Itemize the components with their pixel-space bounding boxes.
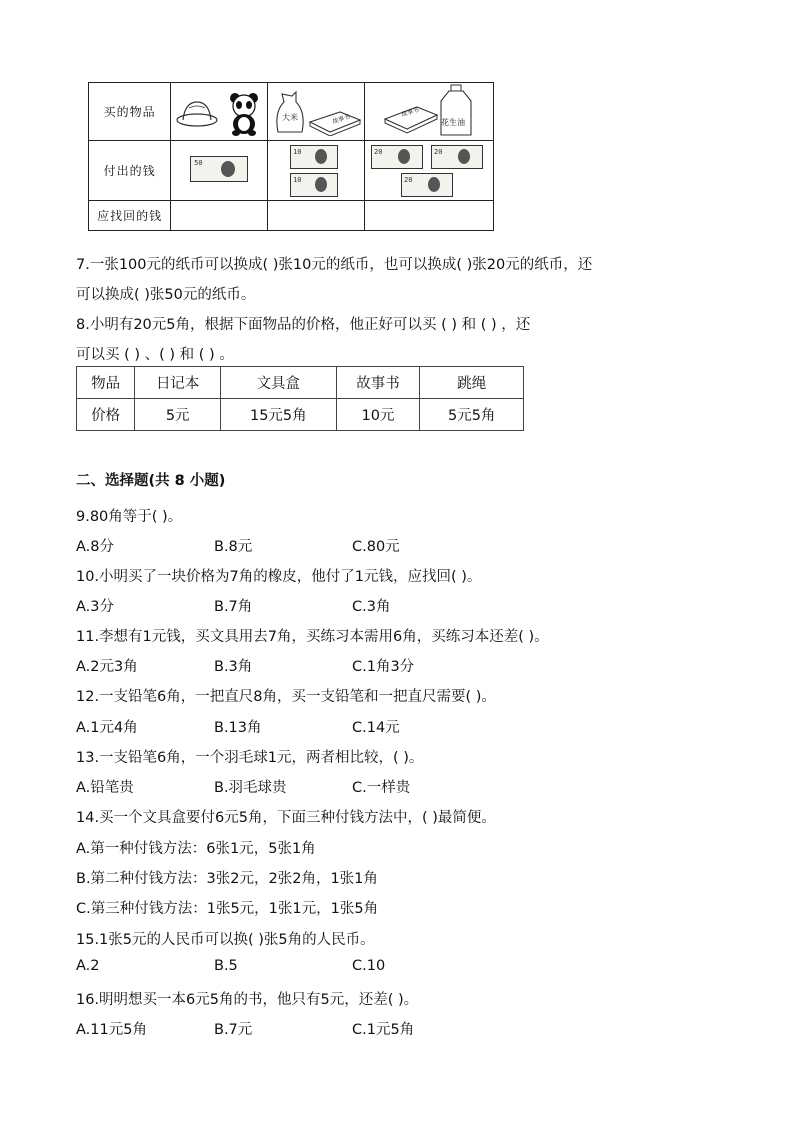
question-11: 11.李想有1元钱，买文具用去7角，买练习本需用6角，买练习本还差( )。 bbox=[76, 629, 549, 645]
q13-option-a[interactable]: A.铅笔贵 bbox=[76, 780, 134, 796]
price-header-storybook: 故事书 bbox=[336, 367, 420, 399]
q8-line1: 8.小明有20元5角，根据下面物品的价格，他正好可以买 ( ) 和 ( ) ，还 bbox=[76, 317, 531, 333]
q16-option-c[interactable]: C.1元5角 bbox=[352, 1022, 415, 1038]
price-jumprope: 5元5角 bbox=[420, 399, 524, 431]
price-header-item: 物品 bbox=[77, 367, 135, 399]
book-oil-icon bbox=[367, 83, 491, 137]
row-label-paid: 付出的钱 bbox=[89, 141, 171, 201]
q11-option-c[interactable]: C.1角3分 bbox=[352, 659, 415, 675]
rice-bag-book-icon bbox=[270, 84, 362, 136]
row-label-items: 买的物品 bbox=[89, 83, 171, 141]
q15-option-c[interactable]: C.10 bbox=[352, 958, 386, 974]
q9-option-a[interactable]: A.8分 bbox=[76, 539, 114, 555]
price-pencilbox: 15元5角 bbox=[221, 399, 336, 431]
q7-line2: 可以换成( )张50元的纸币。 bbox=[76, 287, 256, 303]
paid-col2 bbox=[268, 141, 365, 201]
question-15: 15.1张5元的人民币可以换( )张5角的人民币。 bbox=[76, 932, 375, 948]
question-10: 10.小明买了一块价格为7角的橡皮，他付了1元钱，应找回( )。 bbox=[76, 569, 482, 585]
q9-option-b[interactable]: B.8元 bbox=[214, 539, 253, 555]
price-header-jumprope: 跳绳 bbox=[420, 367, 524, 399]
rice-label: 大米 bbox=[282, 113, 299, 122]
change-cell-2[interactable] bbox=[268, 201, 365, 231]
shopping-table bbox=[88, 82, 494, 231]
q16-option-a[interactable]: A.11元5角 bbox=[76, 1022, 147, 1038]
q12-option-a[interactable]: A.1元4角 bbox=[76, 720, 138, 736]
question-9: 9.80角等于( )。 bbox=[76, 509, 183, 525]
q14-option-b[interactable]: B.第二种付钱方法：3张2元，2张2角，1张1角 bbox=[76, 871, 378, 887]
q9-option-c[interactable]: C.80元 bbox=[352, 539, 400, 555]
q7-line1: 7.一张100元的纸币可以换成( )张10元的纸币，也可以换成( )张20元的纸币，还 bbox=[76, 257, 593, 273]
q11-option-a[interactable]: A.2元3角 bbox=[76, 659, 138, 675]
items-book-oil bbox=[365, 83, 494, 141]
q13-option-b[interactable]: B.羽毛球贵 bbox=[214, 780, 287, 796]
banknote-icon: 20 bbox=[371, 145, 423, 169]
paid-col1 bbox=[171, 141, 268, 201]
q10-option-a[interactable]: A.3分 bbox=[76, 599, 114, 615]
price-storybook: 10元 bbox=[336, 399, 420, 431]
price-header-pencilbox: 文具盒 bbox=[221, 367, 336, 399]
hat-panda-icon bbox=[173, 84, 265, 136]
q12-option-b[interactable]: B.13角 bbox=[214, 720, 262, 736]
banknote-icon: 10 bbox=[290, 173, 338, 197]
change-cell-3[interactable] bbox=[365, 201, 494, 231]
q10-option-b[interactable]: B.7角 bbox=[214, 599, 253, 615]
price-row-label: 价格 bbox=[77, 399, 135, 431]
book1-label: 故事书 bbox=[331, 113, 352, 126]
q15-option-a[interactable]: A.2 bbox=[76, 958, 100, 974]
row-label-change: 应找回的钱 bbox=[89, 201, 171, 231]
question-14: 14.买一个文具盒要付6元5角，下面三种付钱方法中，( )最简便。 bbox=[76, 810, 496, 826]
oil-label: 花生油 bbox=[441, 118, 465, 127]
q13-option-c[interactable]: C.一样贵 bbox=[352, 780, 411, 796]
banknote-icon: 50 bbox=[190, 156, 248, 182]
q8-line2: 可以买 ( ) 、( ) 和 ( ) 。 bbox=[76, 347, 234, 363]
question-13: 13.一支铅笔6角，一个羽毛球1元，两者相比较，( )。 bbox=[76, 750, 424, 766]
q14-option-a[interactable]: A.第一种付钱方法：6张1元，5张1角 bbox=[76, 841, 316, 857]
q11-option-b[interactable]: B.3角 bbox=[214, 659, 253, 675]
items-rice-book bbox=[268, 83, 365, 141]
paid-col3 bbox=[365, 141, 494, 201]
banknote-icon: 10 bbox=[290, 145, 338, 169]
price-header-diary: 日记本 bbox=[135, 367, 221, 399]
question-16: 16.明明想买一本6元5角的书，他只有5元，还差( )。 bbox=[76, 992, 419, 1008]
q15-option-b[interactable]: B.5 bbox=[214, 958, 238, 974]
q10-option-c[interactable]: C.3角 bbox=[352, 599, 391, 615]
q14-option-c[interactable]: C.第三种付钱方法：1张5元，1张1元，1张5角 bbox=[76, 901, 379, 917]
change-cell-1[interactable] bbox=[171, 201, 268, 231]
price-table bbox=[76, 366, 524, 431]
price-diary: 5元 bbox=[135, 399, 221, 431]
items-hat-panda bbox=[171, 83, 268, 141]
question-12: 12.一支铅笔6角，一把直尺8角，买一支铅笔和一把直尺需要( )。 bbox=[76, 689, 496, 705]
q12-option-c[interactable]: C.14元 bbox=[352, 720, 400, 736]
section-title: 二、选择题(共 8 小题) bbox=[76, 473, 226, 489]
q16-option-b[interactable]: B.7元 bbox=[214, 1022, 253, 1038]
banknote-icon: 20 bbox=[401, 173, 453, 197]
book2-label: 故事书 bbox=[400, 106, 420, 119]
banknote-icon: 20 bbox=[431, 145, 483, 169]
